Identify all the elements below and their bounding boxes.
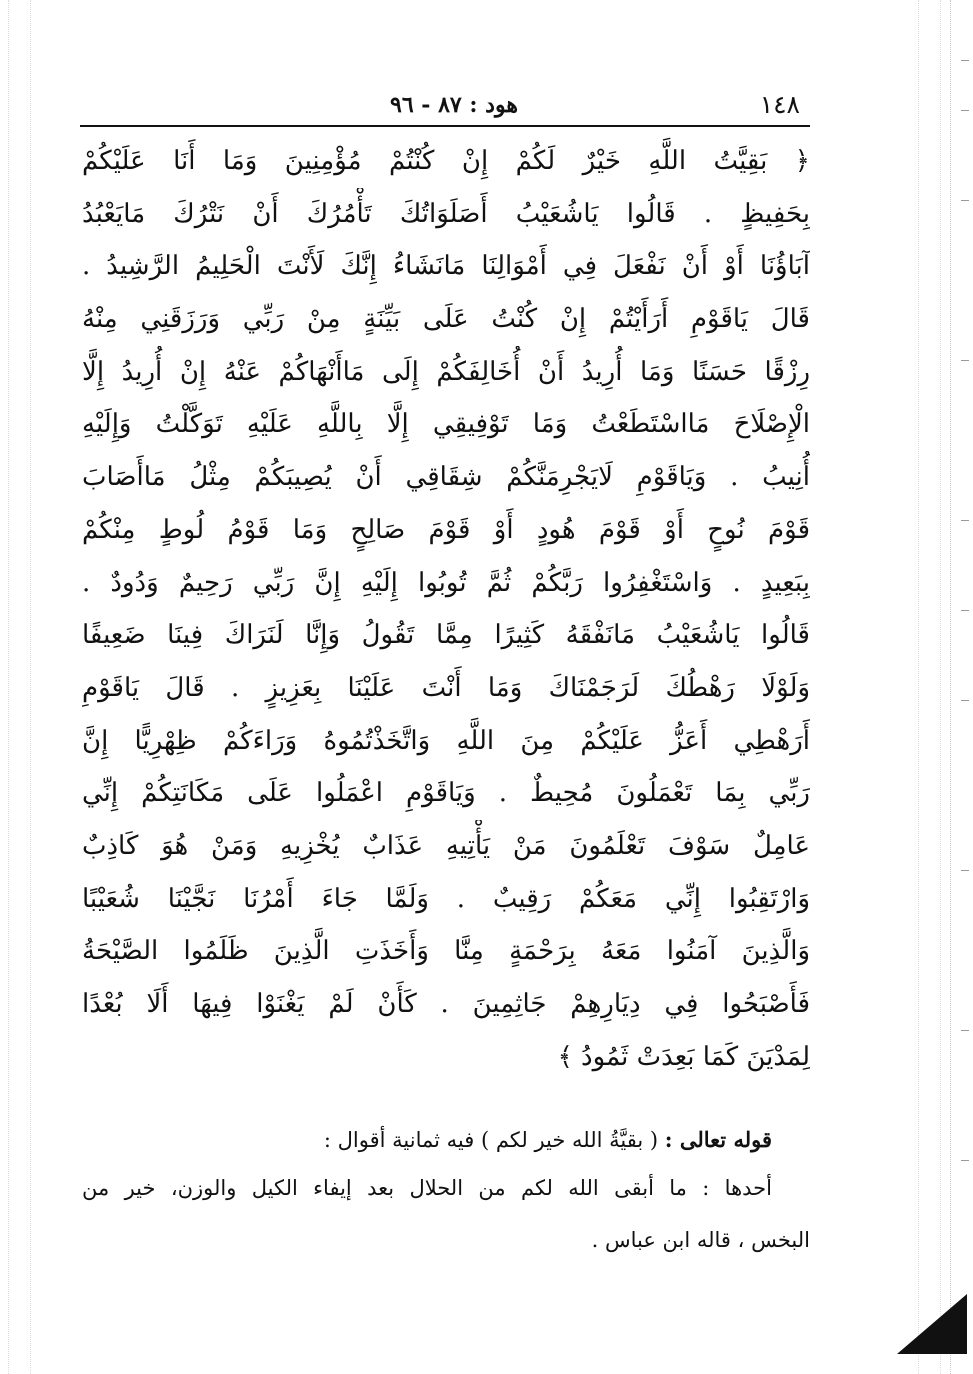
commentary-heading-lead: قوله تعالى : [664, 1127, 772, 1152]
quran-line: فَأَصْبَحُوا فِي دِيَارِهِمْ جَاثِمِينَ . كَأَنْ لَمْ يَغْنَوْا فِيهَا أَلَا بُعْدًا [82, 989, 810, 1019]
edge-tick [961, 700, 969, 701]
quran-line: رِزْقًا حَسَنًا وَمَا أُرِيدُ أَنْ أُخَالِفَكُمْ إِلَى مَاأَنْهَاكُمْ عَنْهُ إِنْ أُرِيدُ إِلَّا [82, 356, 810, 387]
quran-line: أُنِيبُ . وَيَاقَوْمِ لَايَجْرِمَنَّكُمْ شِقَاقِي أَنْ يُصِيبَكُمْ مِثْلُ مَاأَصَابَ [82, 462, 810, 493]
edge-tick [961, 610, 969, 611]
quran-line: قَالَ يَاقَوْمِ أَرَأَيْتُمْ إِنْ كُنْتُ عَلَى بَيِّنَةٍ مِنْ رَبِّي وَرَزَقَنِي مِنْهُ [82, 304, 810, 335]
quran-line: وَالَّذِينَ آمَنُوا مَعَهُ بِرَحْمَةٍ مِنَّا وَأَخَذَتِ الَّذِينَ ظَلَمُوا الصَّيْحَةُ [82, 936, 810, 967]
page-corner-mark [897, 1294, 967, 1354]
commentary-line: أحدها : ما أبقى الله لكم من الحلال بعد إيفاء الكيل والوزن، خير من [82, 1176, 772, 1200]
edge-tick [961, 200, 969, 201]
commentary-block [82, 1118, 810, 1266]
edge-tick [961, 60, 969, 61]
scan-dot-column [918, 0, 920, 1374]
quran-line: بِبَعِيدٍ . وَاسْتَغْفِرُوا رَبَّكُمْ ثُمَّ تُوبُوا إِلَيْهِ إِنَّ رَبِّي رَحِيمٌ وَدُودٌ . [82, 567, 810, 598]
quran-line: وَارْتَقِبُوا إِنِّي مَعَكُمْ رَقِيبٌ . وَلَمَّا جَاءَ أَمْرُنَا نَجَّيْنَا شُعَيْبًا [82, 883, 810, 914]
page-header [80, 80, 810, 124]
edge-tick [961, 520, 969, 521]
quran-line: قَالُوا يَاشُعَيْبُ مَانَفْقَهُ كَثِيرًا مِمَّا تَقُولُ وَإِنَّا لَنَرَاكَ فِينَا ضَعِيفًا [82, 620, 810, 651]
scan-dot-column [8, 0, 10, 1374]
commentary-line: البخس ، قاله ابن عباس . [591, 1228, 810, 1252]
running-head: هود : ٨٧ - ٩٦ [390, 92, 518, 118]
scan-dot-column [940, 0, 942, 1374]
edge-tick [961, 110, 969, 111]
quran-text-block [82, 135, 810, 1083]
quran-line: آبَاؤُنَا أَوْ أَنْ نَفْعَلَ فِي أَمْوَالِنَا مَانَشَاءُ إِنَّكَ لَأَنْتَ الْحَلِيمُ الرَّشِيدُ . [82, 251, 810, 282]
header-rule [80, 125, 810, 127]
scan-edge [950, 0, 973, 1374]
commentary-heading-rest: ( بقيَّةُ الله خير لكم ) فيه ثمانية أقوال : [323, 1128, 659, 1152]
scan-dot-column [30, 0, 32, 1374]
quran-line: قَوْمَ نُوحٍ أَوْ قَوْمَ هُودٍ أَوْ قَوْمَ صَالِحٍ وَمَا قَوْمُ لُوطٍ مِنْكُمْ [82, 514, 810, 545]
quran-line: عَامِلٌ سَوْفَ تَعْلَمُونَ مَنْ يَأْتِيهِ عَذَابٌ يُخْزِيهِ وَمَنْ هُوَ كَاذِبٌ [82, 830, 810, 861]
quran-line: وَلَوْلَا رَهْطُكَ لَرَجَمْنَاكَ وَمَا أَنْتَ عَلَيْنَا بِعَزِيزٍ . قَالَ يَاقَوْمِ [82, 672, 810, 703]
quran-line: رَبِّي بِمَا تَعْمَلُونَ مُحِيطٌ . وَيَاقَوْمِ اعْمَلُوا عَلَى مَكَانَتِكُمْ إِنِّي [82, 778, 810, 809]
quran-line: بِحَفِيظٍ . قَالُوا يَاشُعَيْبُ أَصَلَوَاتُكَ تَأْمُرُكَ أَنْ نَتْرُكَ مَايَعْبُدُ [82, 198, 810, 229]
quran-line: لِمَدْيَنَ كَمَا بَعِدَتْ ثَمُودُ ﴾ [557, 1041, 810, 1072]
edge-tick [961, 1160, 969, 1161]
quran-line: ﴿ بَقِيَّتُ اللَّهِ خَيْرٌ لَكُمْ إِنْ كُنْتُمْ مُؤْمِنِينَ وَمَا أَنَا عَلَيْكُمْ [82, 146, 810, 176]
quran-line: أَرَهْطِي أَعَزُّ عَلَيْكُمْ مِنَ اللَّهِ وَاتَّخَذْتُمُوهُ وَرَاءَكُمْ ظِهْرِيًّا إِنَّ [82, 725, 810, 756]
page-number: ١٤٨ [759, 90, 800, 119]
edge-tick [961, 1030, 969, 1031]
edge-tick [961, 360, 969, 361]
quran-line: الْإِصْلَاحَ مَااسْتَطَعْتُ وَمَا تَوْفِيقِي إِلَّا بِاللَّهِ عَلَيْهِ تَوَكَّلْتُ وَإِلَيْهِ [82, 409, 810, 440]
edge-tick [961, 870, 969, 871]
commentary-heading [82, 1118, 810, 1162]
